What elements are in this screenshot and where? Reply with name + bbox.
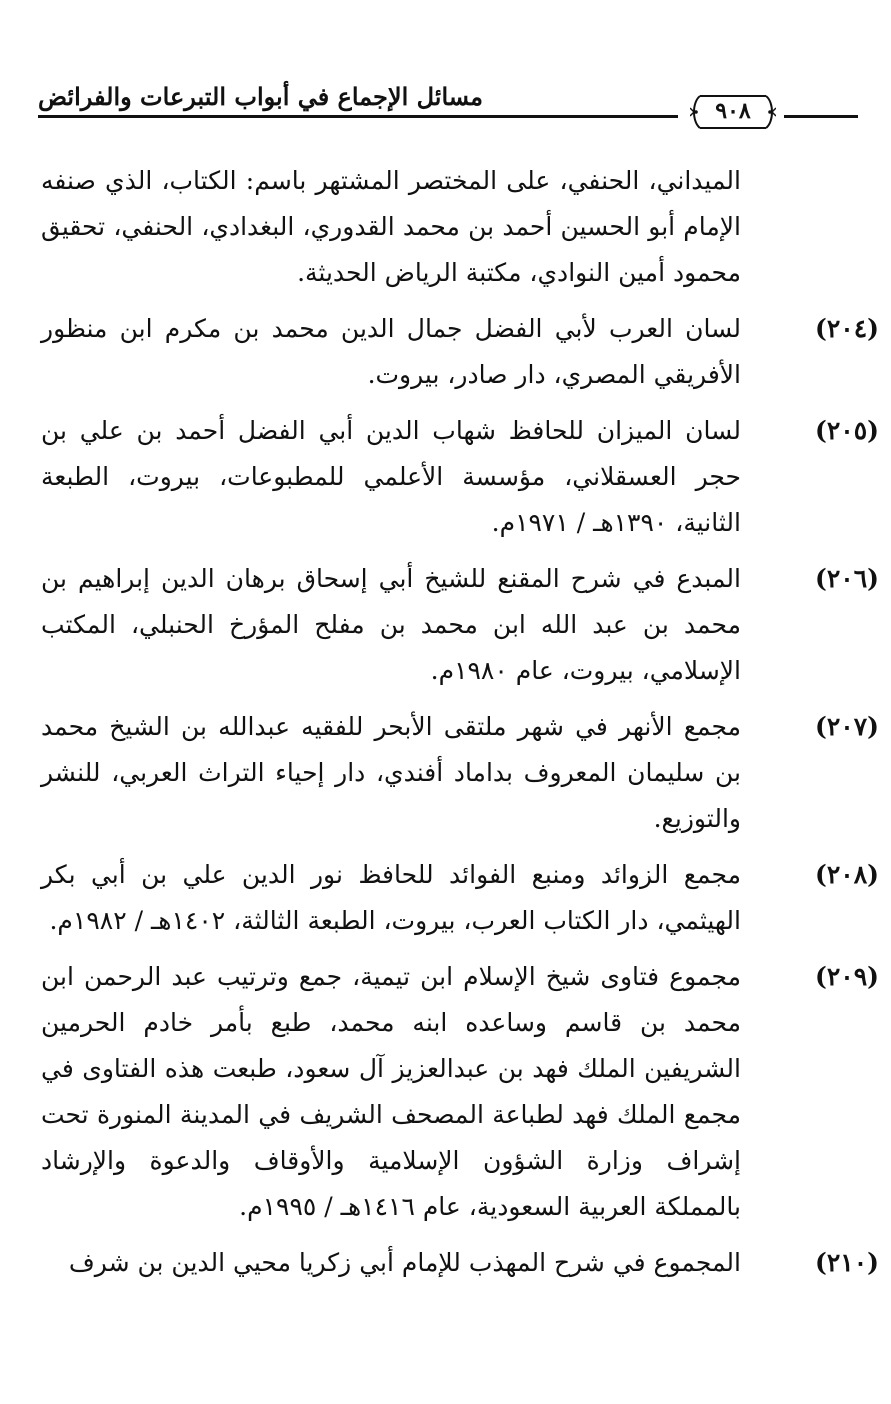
entry-text: مجمع الأنهر في شهر ملتقى الأبحر للفقيه عبدالله بن الشيخ محمد بن سليمان المعروف بداماد أفندي، دار إحياء التراث العربي، للنشر والتوزيع. bbox=[41, 712, 741, 833]
bibliography-entry bbox=[41, 306, 879, 398]
header-rule-right bbox=[784, 115, 858, 118]
running-header bbox=[38, 82, 858, 126]
entry-number: (٢٠٦) bbox=[815, 564, 879, 593]
entry-number: (٢٠٩) bbox=[815, 962, 879, 991]
page-number: ٩٠٨ bbox=[715, 98, 751, 124]
entry-text: لسان الميزان للحافظ شهاب الدين أبي الفضل أحمد بن علي بن حجر العسقلاني، مؤسسة الأعلمي للمطبوعات، بيروت، الطبعة الثانية، ١٣٩٠هـ / ١٩٧١م. bbox=[41, 416, 741, 537]
header-rule-left bbox=[38, 115, 678, 118]
bibliography-entry bbox=[41, 852, 879, 944]
page-number-badge bbox=[690, 90, 776, 134]
bibliography-entry bbox=[41, 408, 879, 546]
entry-text: المبدع في شرح المقنع للشيخ أبي إسحاق برهان الدين إبراهيم بن محمد بن عبد الله ابن محمد بن مفلح المؤرخ الحنبلي، المكتب الإسلامي، بيروت، عام ١٩٨٠م. bbox=[41, 564, 741, 685]
entry-number: (٢٠٤) bbox=[815, 314, 879, 343]
bibliography-entry bbox=[41, 1240, 879, 1286]
entry-text: لسان العرب لأبي الفضل جمال الدين محمد بن مكرم ابن منظور الأفريقي المصري، دار صادر، بيروت. bbox=[41, 314, 741, 389]
bibliography-entry bbox=[41, 556, 879, 694]
bibliography-list bbox=[41, 158, 879, 1286]
continuation-paragraph: الميداني، الحنفي، على المختصر المشتهر باسم: الكتاب، الذي صنفه الإمام أبو الحسين أحمد بن محمد القدوري، البغدادي، الحنفي، تحقيق محمود أمين النوادي، مكتبة الرياض الحديثة. bbox=[41, 166, 741, 287]
entry-number: (٢١٠) bbox=[815, 1248, 879, 1277]
header-title: مسائل الإجماع في أبواب التبرعات والفرائض bbox=[38, 82, 484, 111]
entry-number: (٢٠٨) bbox=[815, 860, 879, 889]
entry-number: (٢٠٧) bbox=[815, 712, 879, 741]
bibliography-entry bbox=[41, 954, 879, 1230]
entry-number: (٢٠٥) bbox=[815, 416, 879, 445]
entry-text: مجموع فتاوى شيخ الإسلام ابن تيمية، جمع وترتيب عبد الرحمن ابن محمد بن قاسم وساعده ابنه محمد، طبع بأمر خادم الحرمين الشريفين الملك فهد بن عبدالعزيز آل سعود، طبعت هذه الفتاوى في مجمع الملك فهد لطباعة المصحف الشريف في المدينة المنورة تحت إشراف وزارة الشؤون الإسلامية والأوقاف والدعوة والإرشاد بالمملكة العربية السعودية، عام ١٤١٦هـ / ١٩٩٥م. bbox=[41, 962, 741, 1221]
entry-text: المجموع في شرح المهذب للإمام أبي زكريا محيي الدين بن شرف bbox=[68, 1248, 741, 1277]
entry-text: مجمع الزوائد ومنبع الفوائد للحافظ نور الدين علي بن أبي بكر الهيثمي، دار الكتاب العرب، بيروت، الطبعة الثالثة، ١٤٠٢هـ / ١٩٨٢م. bbox=[41, 860, 741, 935]
bibliography-entry bbox=[41, 704, 879, 842]
